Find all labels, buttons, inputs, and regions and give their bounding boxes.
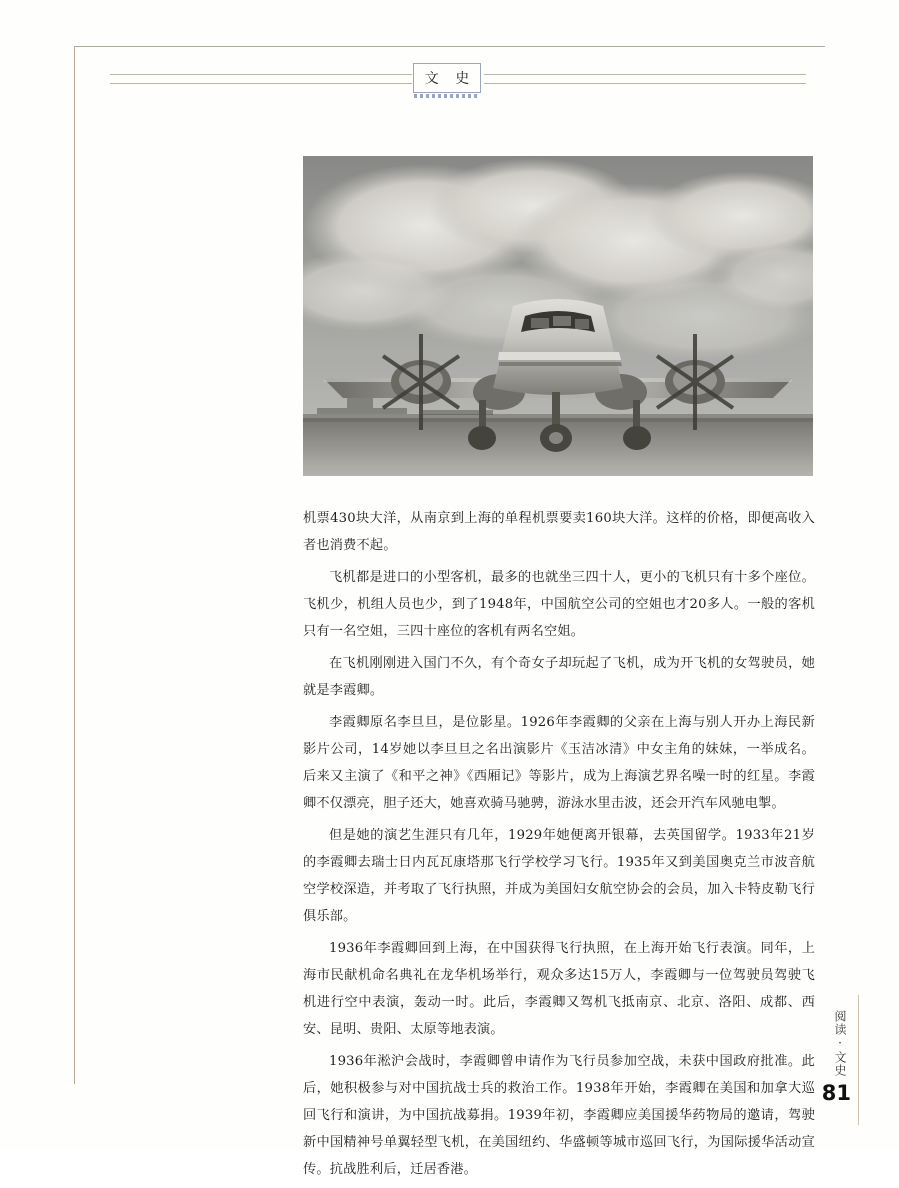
paragraph: 机票430块大洋，从南京到上海的单程机票要卖160块大洋。这样的价格，即便高收入者也消费不起。 xyxy=(303,511,815,553)
header-rule-right-lower xyxy=(484,83,806,84)
paragraph: 但是她的演艺生涯只有几年，1929年她便离开银幕，去英国留学。1933年21岁的李霞卿去瑞士日内瓦瓦康塔那飞行学校学习飞行。1935年又到美国奥克兰市波音航空学校深造，并考取了飞行执照，并成为美国妇女航空协会的会员，加入卡特皮勒飞行俱乐部。 xyxy=(303,828,815,924)
vintage-airliner-photo xyxy=(303,156,813,476)
paragraph: 1936年淞沪会战时，李霞卿曾申请作为飞行员参加空战，未获中国政府批准。此后，她积极参与对中国抗战士兵的救治工作。1938年开始，李霞卿在美国和加拿大巡回飞行和演讲，为中国抗战募捐。1939年初，李霞卿应美国援华药物局的邀请，驾驶新中国精神号单翼轻型飞机，在美国纽约、华盛顿等城市巡回飞行，为国际援华活动宣传。抗战胜利后，迁居香港。 xyxy=(303,1054,815,1177)
paragraph: 李霞卿原名李旦旦，是位影星。1926年李霞卿的父亲在上海与别人开办上海民新影片公司，14岁她以李旦旦之名出演影片《玉洁冰清》中女主角的妹妹，一举成名。后来又主演了《和平之神》《西厢记》等影片，成为上海演艺界名噪一时的红星。李霞卿不仅漂亮，胆子还大，她喜欢骑马驰骋，游泳水里击波，还会开汽车风驰电掣。 xyxy=(303,715,815,811)
section-title-box xyxy=(413,63,481,93)
running-head: 阅读·文史 xyxy=(833,1010,847,1077)
header-top-rule xyxy=(74,46,825,47)
left-margin-rule xyxy=(74,46,75,1084)
article-body xyxy=(303,505,815,1188)
page-number: 81 xyxy=(821,1081,851,1105)
header-rule-left-upper xyxy=(110,74,412,75)
header-rule-right-upper xyxy=(484,74,806,75)
footer-rule xyxy=(858,995,859,1125)
paragraph: 飞机都是进口的小型客机，最多的也就坐三四十人，更小的飞机只有十多个座位。飞机少，机组人员也少，到了1948年，中国航空公司的空姐也才20多人。一般的客机只有一名空姐，三四十座位的客机有两名空姐。 xyxy=(303,570,815,639)
photo-illustration xyxy=(303,156,813,476)
paragraph: 在飞机刚刚进入国门不久，有个奇女子却玩起了飞机，成为开飞机的女驾驶员，她就是李霞卿。 xyxy=(303,656,815,698)
dotted-ornament xyxy=(414,94,480,98)
section-title: 文 史 xyxy=(424,71,476,87)
paragraph: 1936年李霞卿回到上海，在中国获得飞行执照，在上海开始飞行表演。同年，上海市民献机命名典礼在龙华机场举行，观众多达15万人，李霞卿与一位驾驶员驾驶飞机进行空中表演，轰动一时。此后，李霞卿又驾机飞抵南京、北京、洛阳、成都、西安、昆明、贵阳、太原等地表演。 xyxy=(303,941,815,1037)
header-rule-left-lower xyxy=(110,83,412,84)
